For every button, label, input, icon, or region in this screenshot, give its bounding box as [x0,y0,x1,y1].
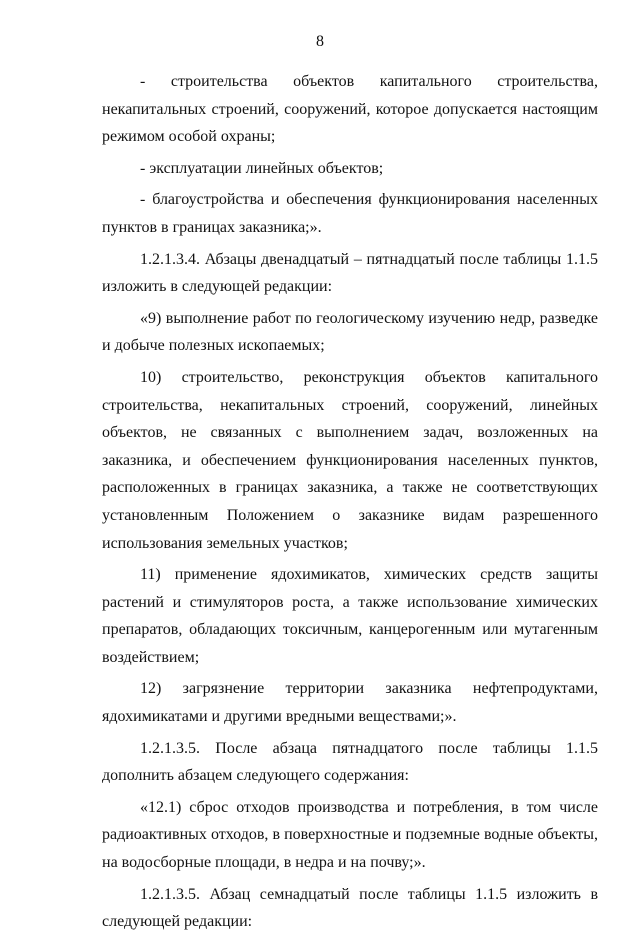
paragraph-item-12-1: «12.1) сброс отходов производства и потребления, в том числе радиоактивных отходов, в поверхностные и подземные водные объекты, на водосборные площади, в недра и на почву;». [102,798,598,872]
page-number: 8 [316,33,324,50]
paragraph-clause-1-2-1-3-4: 1.2.1.3.4. Абзацы двенадцатый – пятнадцатый после таблицы 1.1.5 изложить в следующей редакции: [102,250,598,296]
paragraph-capital-construction: - строительства объектов капитального строительства, некапитальных строений, сооружений, которое допускается настоящим режимом особой охраны; [102,73,598,146]
paragraph-improvement: - благоустройства и обеспечения функционирования населенных пунктов в границах заказника;». [102,191,598,236]
paragraph-item-11: 11) применение ядохимикатов, химических средств защиты растений и стимуляторов роста, а также использование химических препаратов, обладающих токсичным, канцерогенным или мутагенным воздействием; [102,566,598,666]
document-body [102,68,598,940]
paragraph-item-10: 10) строительство, реконструкция объектов капитального строительства, некапитальных строений, сооружений, линейных объектов, не связанных с выполнением задач, возложенных на заказника, и обеспечением функционирования населенных пунктов, расположенных в границах заказника, а также не соответствующих установленным Положением о заказнике видам разрешенного использования земельных участков; [102,368,598,552]
paragraph-linear-objects: - эксплуатации линейных объектов; [140,159,384,177]
paragraph-item-9: «9) выполнение работ по геологическому изучению недр, разведке и добыче полезных ископаемых; [102,309,598,355]
paragraph-item-12: 12) загрязнение территории заказника нефтепродуктами, ядохимикатами и другими вредными веществами;». [102,680,598,726]
paragraph-clause-1-2-1-3-5-a: 1.2.1.3.5. После абзаца пятнадцатого после таблицы 1.1.5 дополнить абзацем следующего содержания: [102,739,598,785]
paragraph-clause-1-2-1-3-5-b: 1.2.1.3.5. Абзац семнадцатый после таблицы 1.1.5 изложить в следующей редакции: [102,885,598,931]
